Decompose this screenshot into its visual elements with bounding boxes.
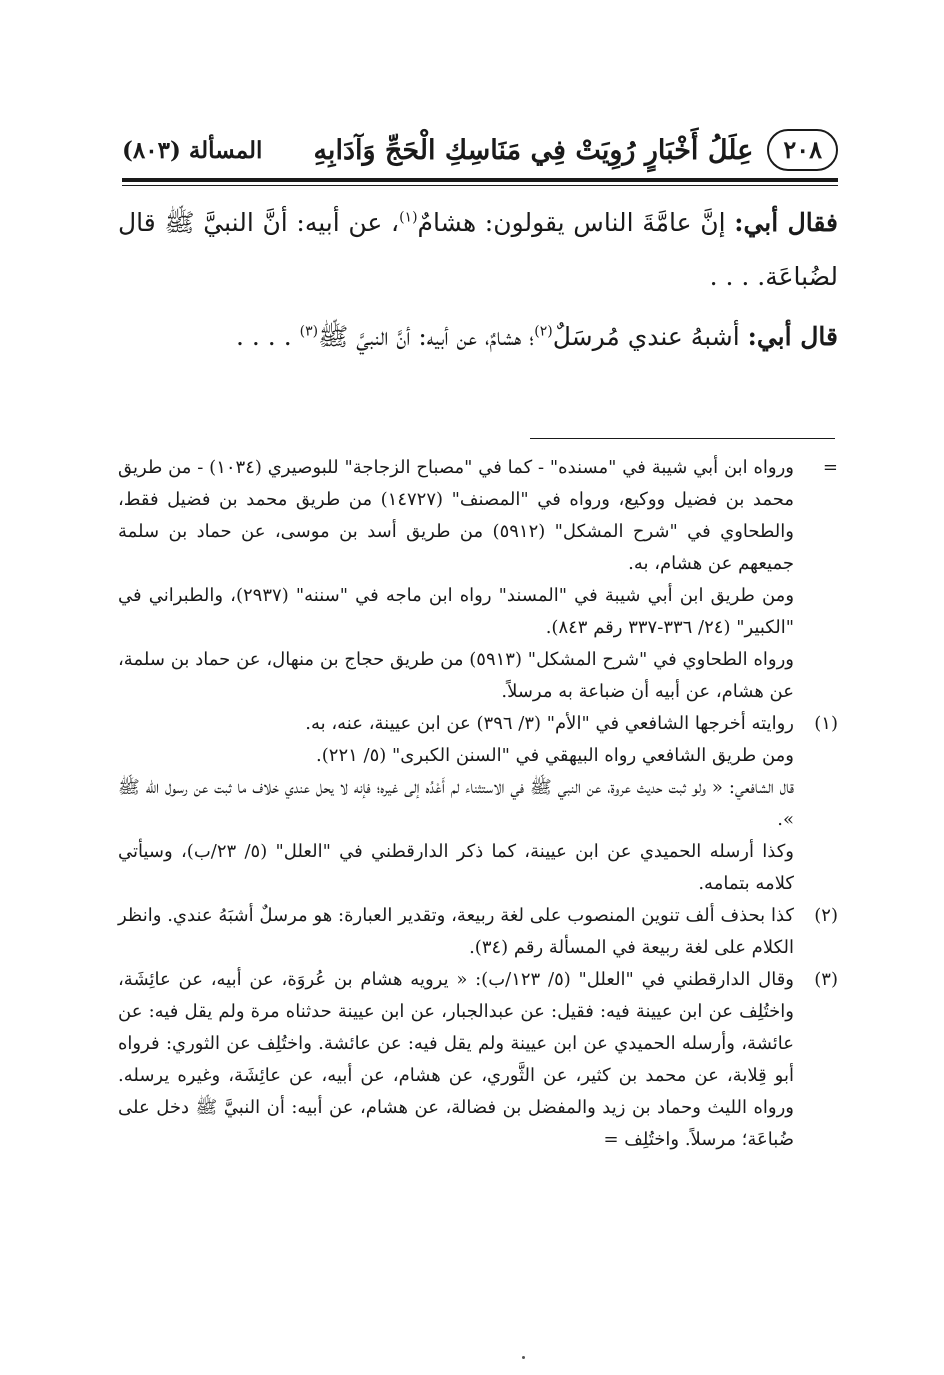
footnote-paragraph: وكذا أرسله الحميدي عن ابن عيينة، كما ذكر الدارقطني في "العلل" (٥/ ٢٣/ب)، وسيأتي كلامه بتمامه.	[118, 841, 794, 894]
footnote-paragraph: كذا بحذف ألف تنوين المنصوب على لغة ربيعة، وتقدير العبارة: هو مرسلٌ أشبَهُ عندي. وانظر الكلام على لغة ربيعة في المسألة رقم (٣٤).	[118, 905, 794, 958]
footnote-2	[118, 900, 838, 964]
speaker-label: قال أبي:	[747, 322, 838, 351]
page-number: ٢٠٨	[767, 129, 838, 171]
footnote-paragraph: ورواه الطحاوي في "شرح المشكل" (٥٩١٣) من طريق حجاج بن منهال، عن حماد بن سلمة، عن هشام، عن أبيه أن ضباعة به مرسلاً.	[118, 649, 794, 702]
footnotes	[118, 452, 838, 1156]
footnote-paragraph: ومن طريق الشافعي رواه البيهقي في "السنن الكبرى" (٥/ ٢٢١).	[316, 745, 794, 766]
main-text-segment: . . . .	[236, 322, 300, 351]
running-header	[122, 128, 838, 172]
footnote-continued	[118, 452, 838, 708]
main-text-segment: ؛ هشامٌ، عن أبيه: أنَّ النبيَّ ﷺ	[318, 322, 535, 351]
footnote-ref: (٣)	[299, 323, 319, 340]
main-text-segment: ، عن أبيه: أنَّ النبيَّ ﷺ قال لضُباعَة. . . .	[118, 208, 838, 291]
footnote-ref: (٢)	[534, 323, 553, 340]
footnote-marker: (٣)	[814, 969, 838, 990]
main-text-segment: أشبهُ عندي مُرسَلٌ	[552, 322, 748, 351]
footnote-body	[118, 452, 794, 708]
main-paragraph-2	[118, 310, 838, 364]
footnote-3	[118, 964, 838, 1156]
footnote-marker: =	[822, 457, 838, 478]
main-text	[118, 196, 838, 370]
footnote-separator	[530, 438, 835, 439]
footnote-marker: (٢)	[814, 905, 838, 926]
footnote-1	[118, 708, 838, 900]
footnote-paragraph: ومن طريق ابن أبي شيبة في "المسند" رواه ابن ماجه في "سننه" (٢٩٣٧)، والطبراني في "الكبير" (٢٤/ ٣٣٦-٣٣٧ رقم ٨٤٣).	[118, 585, 795, 638]
footnote-marker: (١)	[814, 713, 838, 734]
page-mark	[522, 1356, 525, 1359]
main-text-segment: إنَّ عامَّةَ الناس يقولون: هشامٌ	[417, 208, 735, 237]
footnote-body	[118, 964, 794, 1156]
footnote-body	[118, 708, 794, 900]
footnote-ref: (١)	[399, 209, 418, 226]
speaker-label: فقال أبي:	[734, 208, 838, 237]
book-title: عِلَلُ أَخْبَارٍ رُوِيَتْ فِي مَنَاسِكِ الْحَجِّ وَآدَابِهِ	[313, 134, 754, 166]
main-paragraph-1	[118, 196, 838, 304]
footnote-paragraph: ورواه ابن أبي شيبة في "مسنده" - كما في "مصباح الزجاجة" للبوصيري (١٠٣٤) - من طريق محمد بن فضيل ووكيع، ورواه في "المصنف" (١٤٧٢٧) من طريق محمد بن فضيل فقط، والطحاوي في "شرح المشكل" (٥٩١٢) من طريق أسد بن موسى، عن حماد بن سلمة جميعهم عن هشام، به.	[118, 457, 794, 574]
header-rule-thin	[122, 185, 838, 186]
header-right	[313, 129, 838, 171]
footnote-body	[118, 900, 794, 964]
issue-number: المسألة (٨٠٣)	[122, 136, 263, 164]
footnote-paragraph: وقال الدارقطني في "العلل" (٥/ ١٢٣/ب): « يرويه هشام بن عُروَة، عن أبيه، عن عائِشَة، واختُلِف عن ابن عيينة فيه: فقيل: عن عبدالجبار، عن ابن عيينة حدثناه مرة ولم يقل فيه: عن عائشة، وأرسله الحميدي عن ابن عيينة ولم يقل فيه: عن عائشة. واختُلِف عن الثوري: فرواه أبو قِلابة، عن محمد بن كثير، عن الثَّوري، عن هشام، عن أبيه، عن عائِشَة، وغيره يرسله. ورواه الليث وحماد بن زيد والمفضل بن فضالة، عن هشام، عن أبيه: أن النبيَّ ﷺ دخل على ضُباعَة؛ مرسلاً. واختُلِف =	[118, 969, 794, 1150]
header-rule-thick	[122, 178, 838, 182]
footnote-paragraph: روايته أخرجها الشافعي في "الأم" (٣/ ٣٩٦) عن ابن عيينة، عنه، به.	[305, 713, 794, 734]
footnote-paragraph: قال الشافعي: « ولو ثبت حديث عروة، عن النبي ﷺ في الاستثناء لم أَعْدُه إلى غيره؛ فإنه لا يحل عندي خلاف ما ثبت عن رسول الله ﷺ ».	[118, 777, 795, 830]
